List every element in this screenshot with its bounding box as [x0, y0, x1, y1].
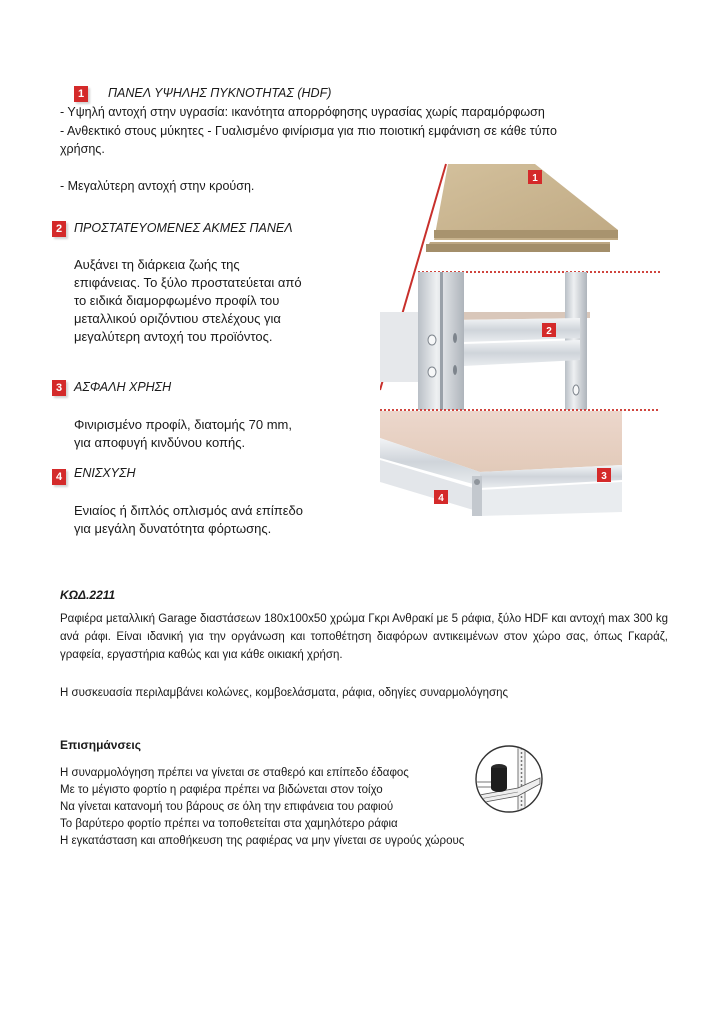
- svg-text:3: 3: [601, 471, 607, 482]
- feature-1-line-4: - Μεγαλύτερη αντοχή στην κρούση.: [60, 179, 255, 193]
- feature-2-title: ΠΡΟΣΤΑΤΕΥΟΜΕΝΕΣ ΑΚΜΕΣ ΠΑΝΕΛ: [74, 221, 293, 235]
- note-item: Με το μέγιστο φορτίο η ραφιέρα πρέπει να βιδώνεται στον τοίχο: [60, 784, 383, 796]
- note-item: Να γίνεται κατανομή του βάρους σε όλη την επιφάνεια του ραφιού: [60, 801, 394, 813]
- product-code: ΚΩΔ.2211: [60, 588, 116, 602]
- feature-3-line-1: Φινιρισμένο προφίλ, διατομής 70 mm,: [74, 417, 292, 432]
- package-contents: Η συσκευασία περιλαμβάνει κολώνες, κομβοελάσματα, ράφια, οδηγίες συναρμολόγησης: [60, 687, 509, 699]
- feature-1-title: ΠΑΝΕΛ ΥΨΗΛΗΣ ΠΥΚΝΟΤΗΤΑΣ (HDF): [108, 86, 332, 100]
- feature-2-line-1: Αυξάνει τη διάρκεια ζωής της: [74, 257, 240, 272]
- product-description: Ραφιέρα μεταλλική Garage διαστάσεων 180x100x50 χρώμα Γκρι Ανθρακί με 5 ράφια, ξύλο HDF και αντοχή max 300 kg ανά ράφι. Είναι ιδανική για την οργάνωση και τοποθέτηση διαφόρων αντικειμένων στον χώρο σας, όπως Γκαράζ, γραφεία, εργαστήρια καθώς και για κάθε οικιακή χρήση.: [60, 613, 668, 661]
- feature-1-line-3: χρήσης.: [60, 142, 105, 156]
- feature-3-badge: 3: [52, 380, 66, 396]
- note-item: Η εγκατάσταση και αποθήκευση της ραφιέρας να μην γίνεται σε υγρούς χώρους: [60, 835, 465, 847]
- feature-3-title: ΑΣΦΑΛΗ ΧΡΗΣΗ: [74, 380, 172, 394]
- note-item: Η συναρμολόγηση πρέπει να γίνεται σε σταθερό και επίπεδο έδαφος: [60, 767, 409, 779]
- feature-2-line-5: μεγαλύτερη αντοχή του προϊόντος.: [74, 329, 273, 344]
- feature-1-badge: 1: [74, 86, 88, 102]
- feature-4-badge: 4: [52, 469, 66, 485]
- wall-anchor-icon: [474, 744, 544, 814]
- svg-text:1: 1: [532, 173, 538, 184]
- feature-4-title: ΕΝΙΣΧΥΣΗ: [74, 466, 136, 480]
- notes-title: Επισημάνσεις: [60, 738, 141, 752]
- svg-text:4: 4: [438, 493, 444, 504]
- feature-2-line-3: το ειδικά διαμορφωμένο προφίλ του: [74, 293, 280, 308]
- feature-2-line-2: επιφάνειας. Το ξύλο προστατεύεται από: [74, 275, 302, 290]
- feature-1-line-1: - Υψηλή αντοχή στην υγρασία: ικανότητα απορρόφησης υγρασίας χωρίς παραμόρφωση: [60, 105, 545, 119]
- feature-4-line-2: για μεγάλη δυνατότητα φόρτωσης.: [74, 521, 272, 536]
- feature-4-line-1: Ενιαίος ή διπλός οπλισμός ανά επίπεδο: [74, 503, 303, 518]
- feature-2-badge: 2: [52, 221, 66, 237]
- feature-3-line-2: για αποφυγή κινδύνου κοπής.: [74, 435, 246, 450]
- feature-2-line-4: μεταλλικού οριζόντιου στελέχους για: [74, 311, 281, 326]
- feature-1-line-2: - Ανθεκτικό στους μύκητες - Γυαλισμένο φινίρισμα για πιο ποιοτική εμφάνιση σε κάθε τύπο: [60, 124, 557, 138]
- svg-text:2: 2: [546, 326, 552, 337]
- note-item: Το βαρύτερο φορτίο πρέπει να τοποθετείται στα χαμηλότερο ράφια: [60, 818, 398, 830]
- shelving-product-image: [380, 160, 660, 560]
